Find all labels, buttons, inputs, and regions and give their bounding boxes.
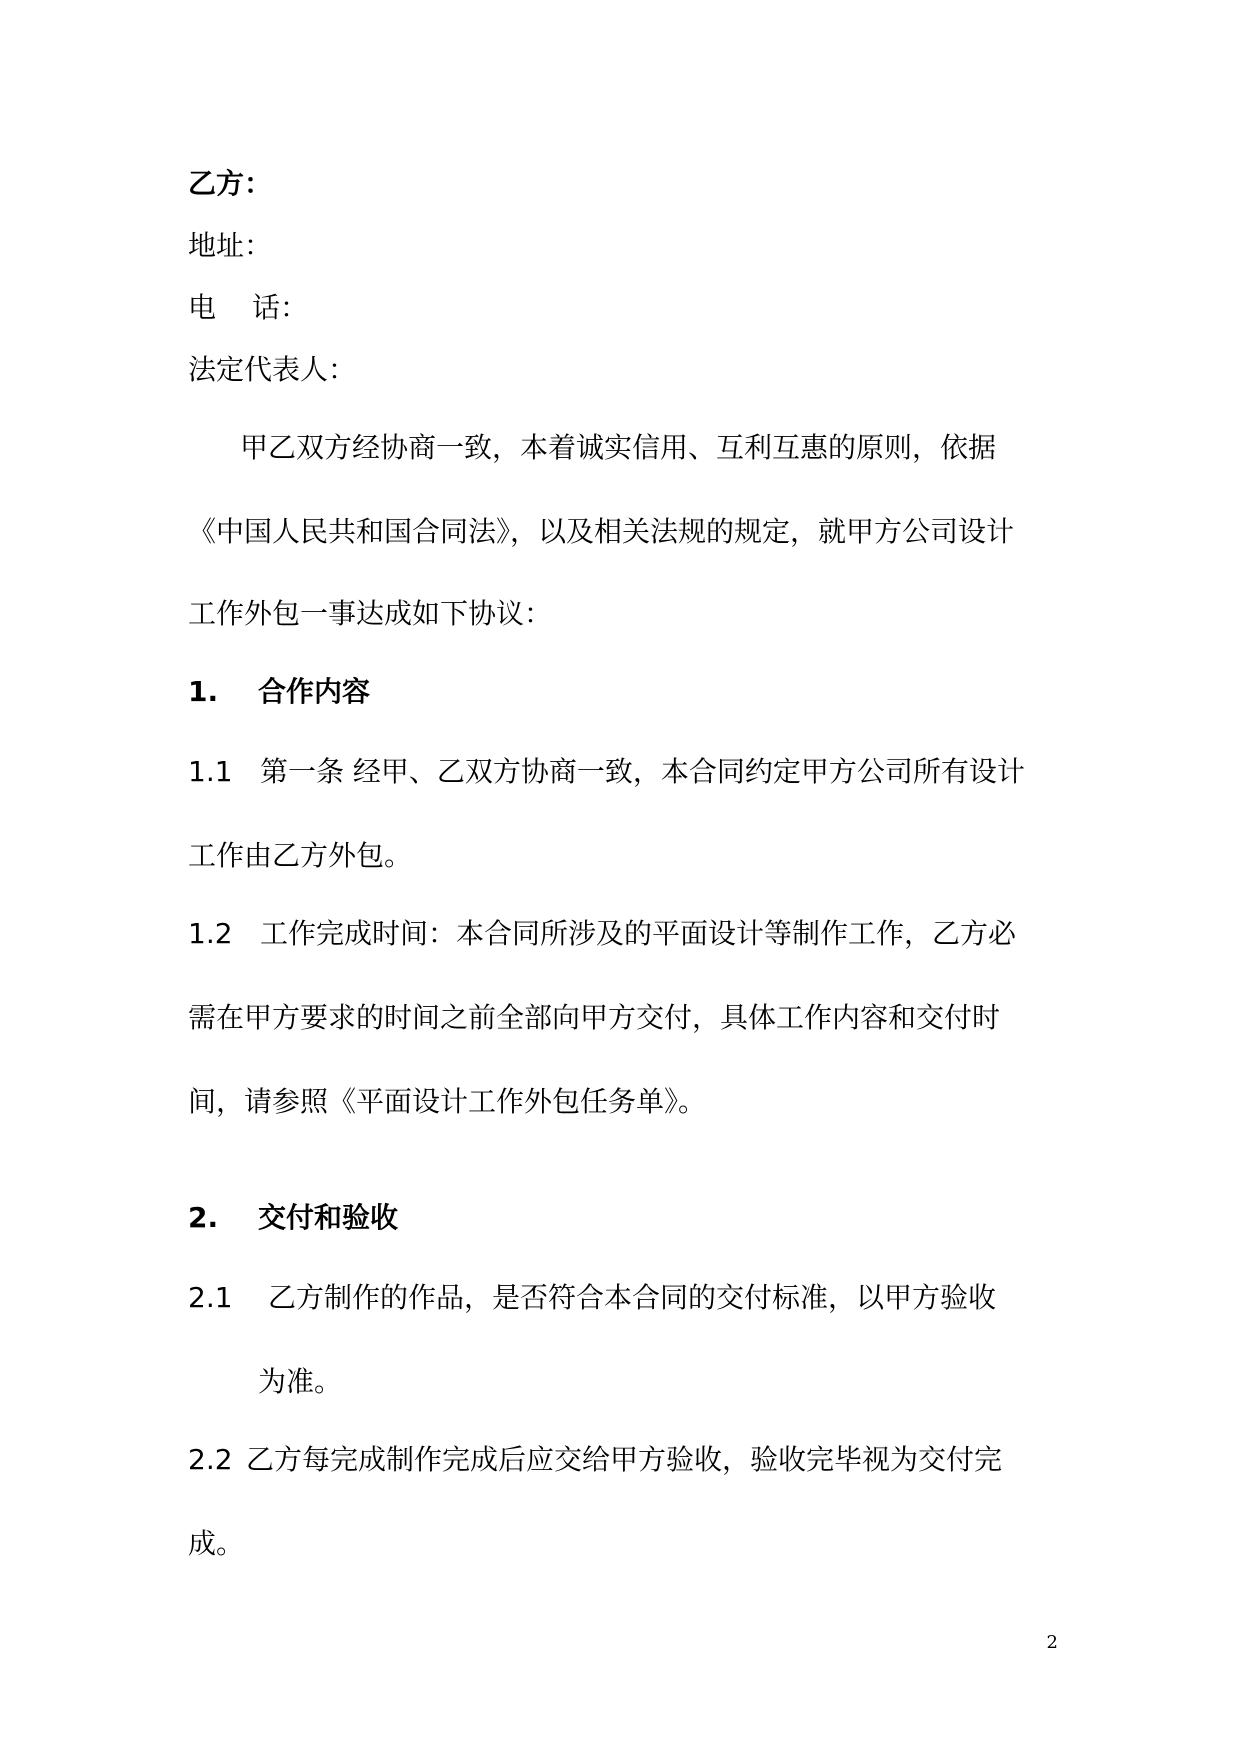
clause-1-2-line-3: 间，请参照《平面设计工作外包任务单》。 — [188, 1085, 707, 1118]
clause-2-1-line-1 — [188, 1278, 996, 1318]
preamble-line-1: 甲乙双方经协商一致，本着诚实信用、互利互惠的原则，依据 — [240, 431, 997, 464]
section-2-title: 交付和验收 — [258, 1201, 399, 1234]
clause-2-2-text: 乙方每完成制作完成后应交给甲方验收，验收完毕视为交付完 — [246, 1443, 1003, 1476]
page-number: 2 — [1046, 1632, 1058, 1653]
clause-1-1-number: 1.1 — [188, 755, 233, 788]
clause-2-2-line-2: 成。 — [188, 1527, 245, 1560]
clause-2-1-text: 乙方制作的作品，是否符合本合同的交付标准，以甲方验收 — [268, 1281, 997, 1314]
phone-label-char1: 电 — [188, 291, 217, 324]
section-1-title: 合作内容 — [258, 675, 371, 708]
party-b-label: 乙方： — [188, 167, 273, 200]
preamble-line-2: 《中国人民共和国合同法》，以及相关法规的规定，就甲方公司设计 — [188, 515, 1015, 548]
preamble-line-3: 工作外包一事达成如下协议： — [188, 597, 553, 630]
address-label: 地址： — [188, 229, 273, 262]
section-1-number: 1. — [188, 675, 219, 708]
clause-1-2-line-1 — [188, 914, 1016, 954]
clause-2-1-line-2: 为准。 — [258, 1365, 343, 1398]
section-2-number: 2. — [188, 1201, 219, 1234]
section-2-heading — [188, 1198, 398, 1238]
clause-1-2-text: 工作完成时间：本合同所涉及的平面设计等制作工作，乙方必 — [260, 917, 1017, 950]
clause-1-1-text: 第一条 经甲、乙双方协商一致，本合同约定甲方公司所有设计 — [260, 755, 1025, 788]
clause-2-2-line-1 — [188, 1440, 1002, 1480]
section-1-heading — [188, 672, 370, 712]
clause-2-2-number: 2.2 — [188, 1443, 233, 1476]
legal-rep-label: 法定代表人： — [188, 353, 357, 386]
clause-1-1-line-2: 工作由乙方外包。 — [188, 839, 413, 872]
phone-label-char2: 话： — [252, 291, 309, 324]
phone-label — [188, 288, 308, 328]
clause-2-1-number: 2.1 — [188, 1281, 233, 1314]
clause-1-1-line-1 — [188, 752, 1025, 792]
clause-1-2-line-2: 需在甲方要求的时间之前全部向甲方交付，具体工作内容和交付时 — [188, 1001, 1001, 1034]
clause-1-2-number: 1.2 — [188, 917, 233, 950]
